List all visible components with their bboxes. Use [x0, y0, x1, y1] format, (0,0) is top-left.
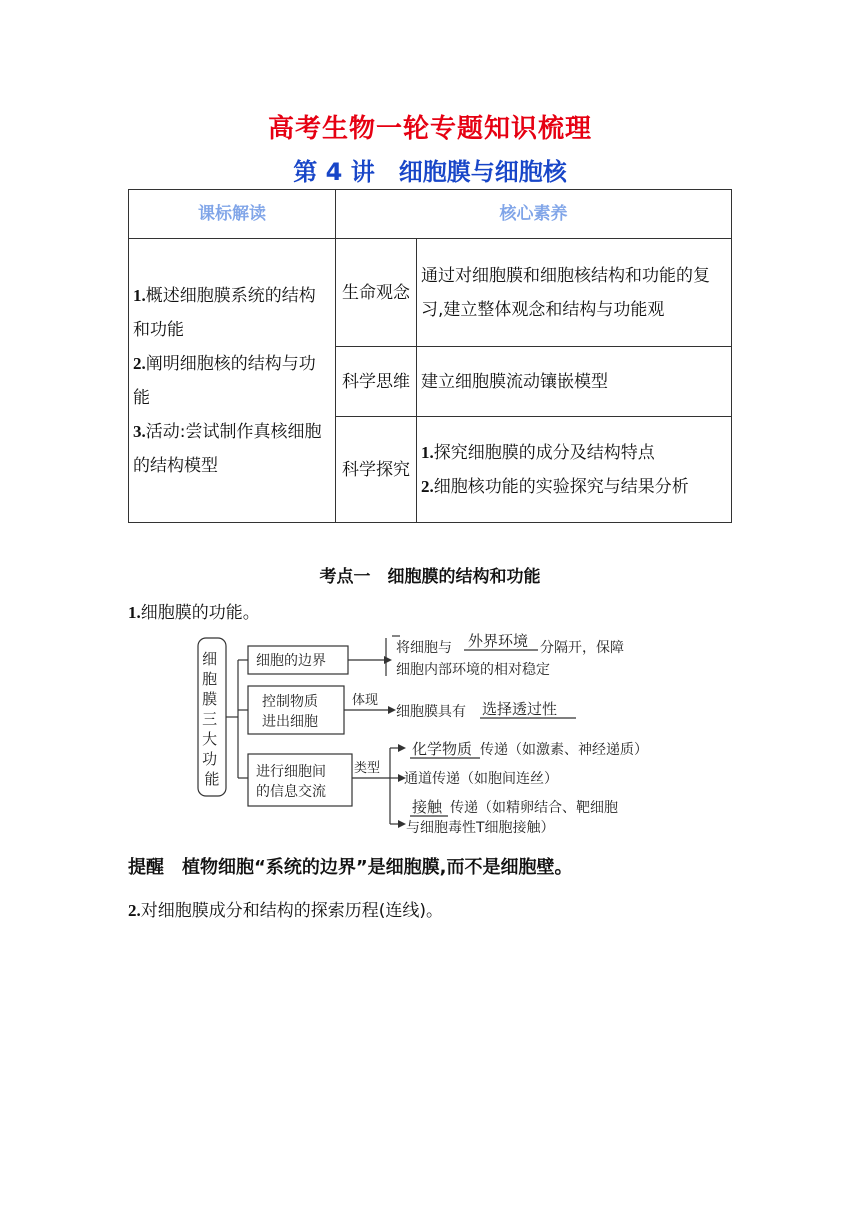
objective-item: 2.阐明细胞核的结构与功能 — [133, 353, 316, 408]
section-title: 考点一 细胞膜的结构和功能 — [319, 567, 541, 587]
objective-item: 1.概述细胞膜系统的结构和功能 — [133, 285, 316, 340]
item-1: 1.细胞膜的功能。 — [128, 603, 260, 623]
document-title: 高考生物一轮专题知识梳理 — [267, 114, 592, 144]
competency-desc: 通过对细胞膜和细胞核结构和功能的复习,建立整体观念和结构与功能观 — [417, 239, 732, 347]
svg-text:细 胞 膜 三 大: 细 胞 膜 三 大 功 能 — [202, 650, 220, 788]
competency-desc: 1.探究细胞膜的成分及结构特点 2.细胞核功能的实验探究与结果分析 — [417, 417, 732, 523]
standards-table — [128, 189, 732, 523]
header-curriculum: 课标解读 — [129, 190, 336, 239]
competency-category: 科学思维 — [336, 347, 417, 417]
svg-text:体现 类型: 体现 类型 — [352, 693, 381, 776]
objectives-cell — [129, 239, 336, 523]
header-competency: 核心素养 — [336, 190, 732, 239]
tip-note — [128, 853, 573, 879]
svg-text:将细胞与 外界环境 分隔开，保障 细: 将细胞与 外界环境 分隔开，保障 细胞内部环境的相对稳定 细胞膜具有 选择透过性 化学物质 传递（如激素、神经递质） 通道传递（如胞间连丝） 接触 传递（如精卵结合、靶细胞 与细胞毒性T细胞接触） — [396, 632, 648, 836]
lecture-title: 第 4 讲 细胞膜与细胞核 — [293, 158, 567, 186]
tip-label: 提醒 — [128, 857, 164, 878]
tip-text: 植物细胞“系统的边界”是细胞膜,而不是细胞壁。 — [182, 857, 573, 878]
item-2: 2.对细胞膜成分和结构的探索历程(连线)。 — [128, 901, 444, 921]
svg-text:细胞的边界 控制物质 进出细胞 进行: 细胞的边界 控制物质 进出细胞 进行细胞间 的信息交流 — [256, 653, 326, 800]
competency-desc: 建立细胞膜流动镶嵌模型 — [417, 347, 732, 417]
competency-category: 科学探究 — [336, 417, 417, 523]
membrane-function-diagram — [190, 628, 680, 838]
competency-category: 生命观念 — [336, 239, 417, 347]
objective-item: 3.活动:尝试制作真核细胞的结构模型 — [133, 421, 322, 476]
